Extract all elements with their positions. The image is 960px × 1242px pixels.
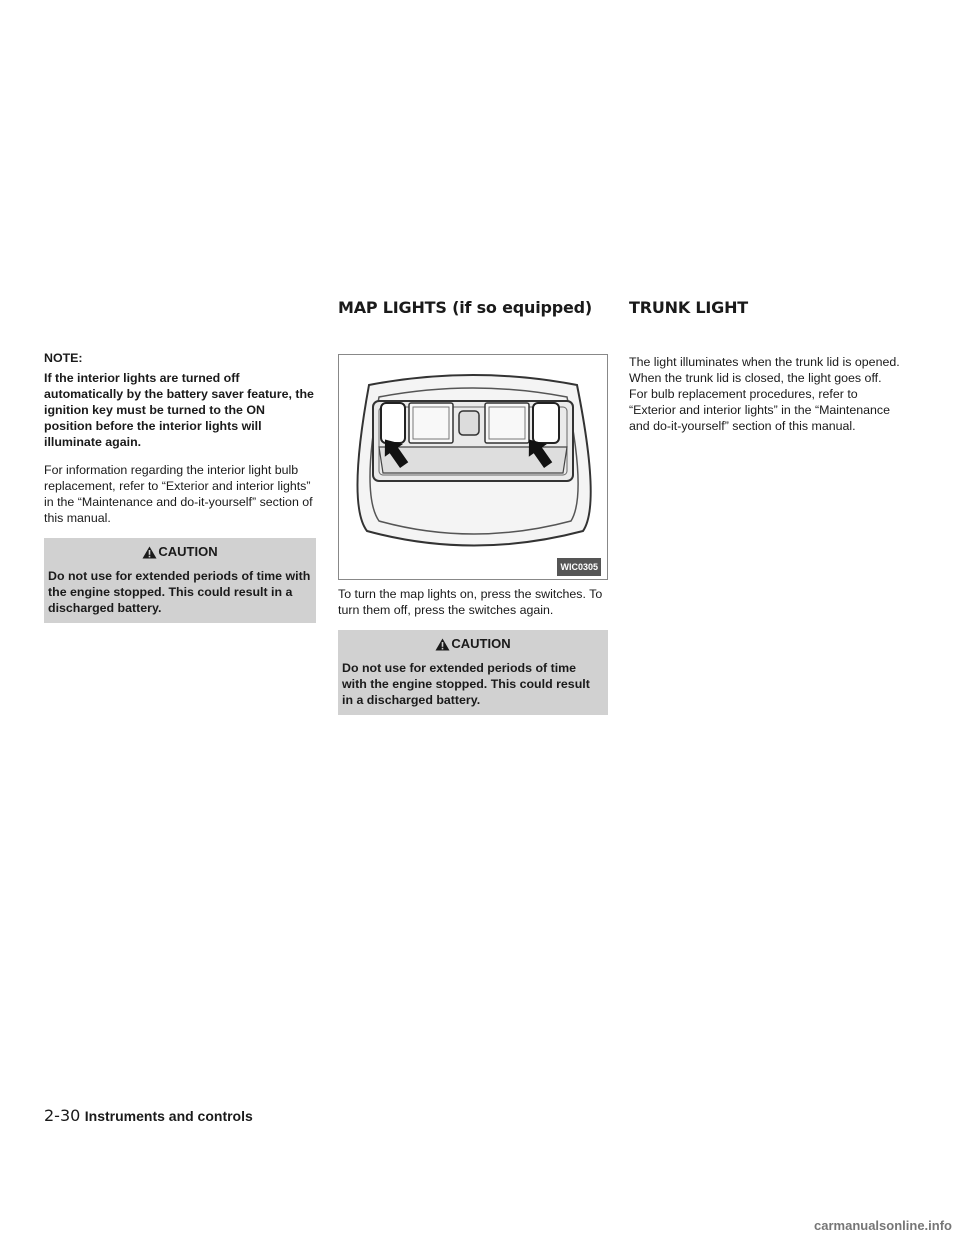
map-lights-figure bbox=[338, 354, 608, 580]
warning-triangle-icon bbox=[142, 546, 157, 559]
section-title: Instruments and controls bbox=[84, 1108, 253, 1124]
column-right bbox=[629, 354, 901, 446]
trunk-light-heading: TRUNK LIGHT bbox=[629, 298, 748, 317]
column-middle bbox=[338, 354, 608, 715]
note-title: NOTE: bbox=[44, 351, 83, 365]
page-number: 2-30 bbox=[44, 1106, 81, 1125]
note-body: If the interior lights are turned off automatically by the battery saver feature, the ignition key must be turned to the ON position before the interior lights will illuminate again. bbox=[44, 371, 314, 449]
caution-title: CAUTION bbox=[158, 544, 218, 559]
warning-triangle-icon bbox=[435, 638, 450, 651]
column-left bbox=[44, 350, 316, 623]
figure-code-label: WIC0305 bbox=[557, 558, 601, 576]
caution-title: CAUTION bbox=[451, 636, 511, 651]
map-lights-paragraph: To turn the map lights on, press the switches. To turn them off, press the switches again. bbox=[338, 587, 603, 617]
caution-header bbox=[48, 544, 312, 560]
map-lights-heading: MAP LIGHTS (if so equipped) bbox=[338, 298, 592, 317]
info-paragraph: For information regarding the interior light bulb replacement, refer to “Exterior and interior lights” in the “Maintenance and do-it-yourself” section of this manual. bbox=[44, 463, 313, 525]
watermark: carmanualsonline.info bbox=[814, 1218, 952, 1233]
caution-body: Do not use for extended periods of time with the engine stopped. This could result in a discharged battery. bbox=[342, 661, 590, 707]
page-footer bbox=[44, 1106, 253, 1126]
caution-header bbox=[342, 636, 604, 652]
caution-body: Do not use for extended periods of time with the engine stopped. This could result in a discharged battery. bbox=[48, 569, 311, 615]
caution-box-middle bbox=[338, 630, 608, 715]
trunk-light-paragraph: The light illuminates when the trunk lid is opened. When the trunk lid is closed, the light goes off. For bulb replacement procedures, refer to “Exterior and interior lights” in the “Maintenance and do-it-yourself” section of this manual. bbox=[629, 355, 900, 433]
map-lights-illustration bbox=[339, 355, 607, 579]
caution-box-left bbox=[44, 538, 316, 623]
